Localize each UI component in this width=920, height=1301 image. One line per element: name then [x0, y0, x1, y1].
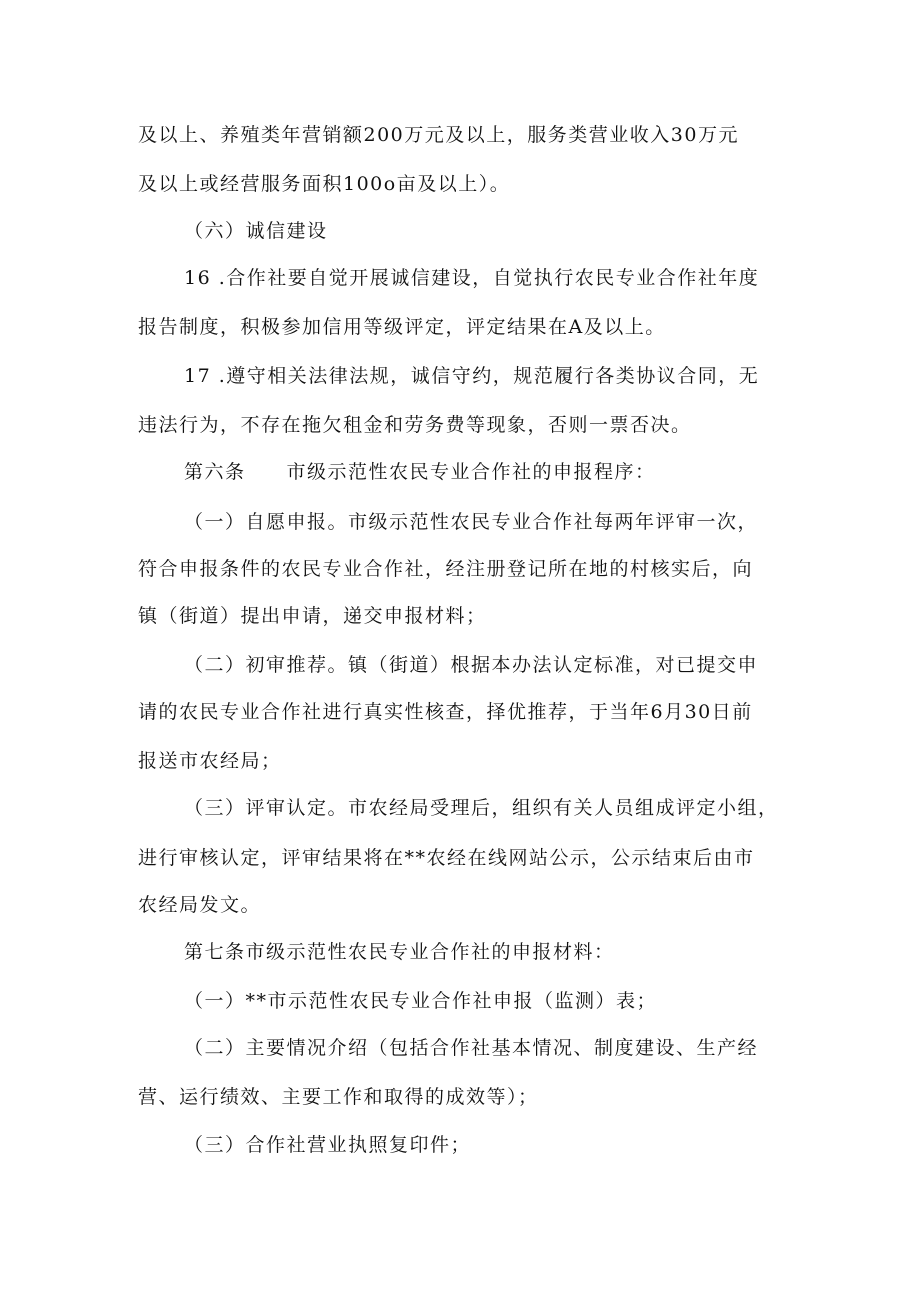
text-line: （三）评审认定。市农经局受理后，组织有关人员组成评定小组，: [184, 797, 779, 819]
text-line: （一）自愿申报。市级示范性农民专业合作社每两年评审一次，: [184, 511, 759, 533]
text-line: 16 .合作社要自觉开展诚信建设，自觉执行农民专业合作社年度: [184, 267, 760, 289]
text-line: （二）主要情况介绍（包括合作社基本情况、制度建设、生产经: [184, 1037, 759, 1059]
text-line: 报告制度，积极参加信用等级评定，评定结果在A及以上。: [138, 316, 666, 338]
text-line: 及以上、养殖类年营销额200万元及以上，服务类营业收入30万元: [138, 124, 739, 146]
article-heading: 第七条市级示范性农民专业合作社的申报材料：: [184, 941, 615, 963]
text-line: 符合申报条件的农民专业合作社，经注册登记所在地的村核实后，向: [138, 558, 754, 580]
text-line: 请的农民专业合作社进行真实性核查，择优推荐，于当年6月30日前: [138, 701, 753, 723]
text-line: 违法行为，不存在拖欠租金和劳务费等现象，否则一票否决。: [138, 414, 692, 436]
section-heading: （六）诚信建设: [184, 220, 328, 242]
text-line: 营、运行绩效、主要工作和取得的成效等）；: [138, 1086, 539, 1108]
text-line: 及以上或经营服务面积100o亩及以上）。: [138, 173, 511, 195]
text-line: 镇（街道）提出申请，递交申报材料；: [138, 605, 487, 627]
text-line: （三）合作社营业执照复印件；: [184, 1134, 472, 1156]
text-line: （一）**市示范性农民专业合作社申报（监测）表；: [184, 990, 658, 1012]
text-line: （二）初审推荐。镇（街道）根据本办法认定标准，对已提交申: [184, 654, 759, 676]
article-heading: 第六条 市级示范性农民专业合作社的申报程序：: [184, 461, 656, 483]
text-line: 报送市农经局；: [138, 750, 282, 772]
text-line: 农经局发文。: [138, 894, 262, 916]
text-line: 17 .遵守相关法律法规，诚信守约，规范履行各类协议合同，无: [184, 365, 760, 387]
text-line: 进行审核认定，评审结果将在**农经在线网站公示，公示结束后由市: [138, 847, 755, 869]
